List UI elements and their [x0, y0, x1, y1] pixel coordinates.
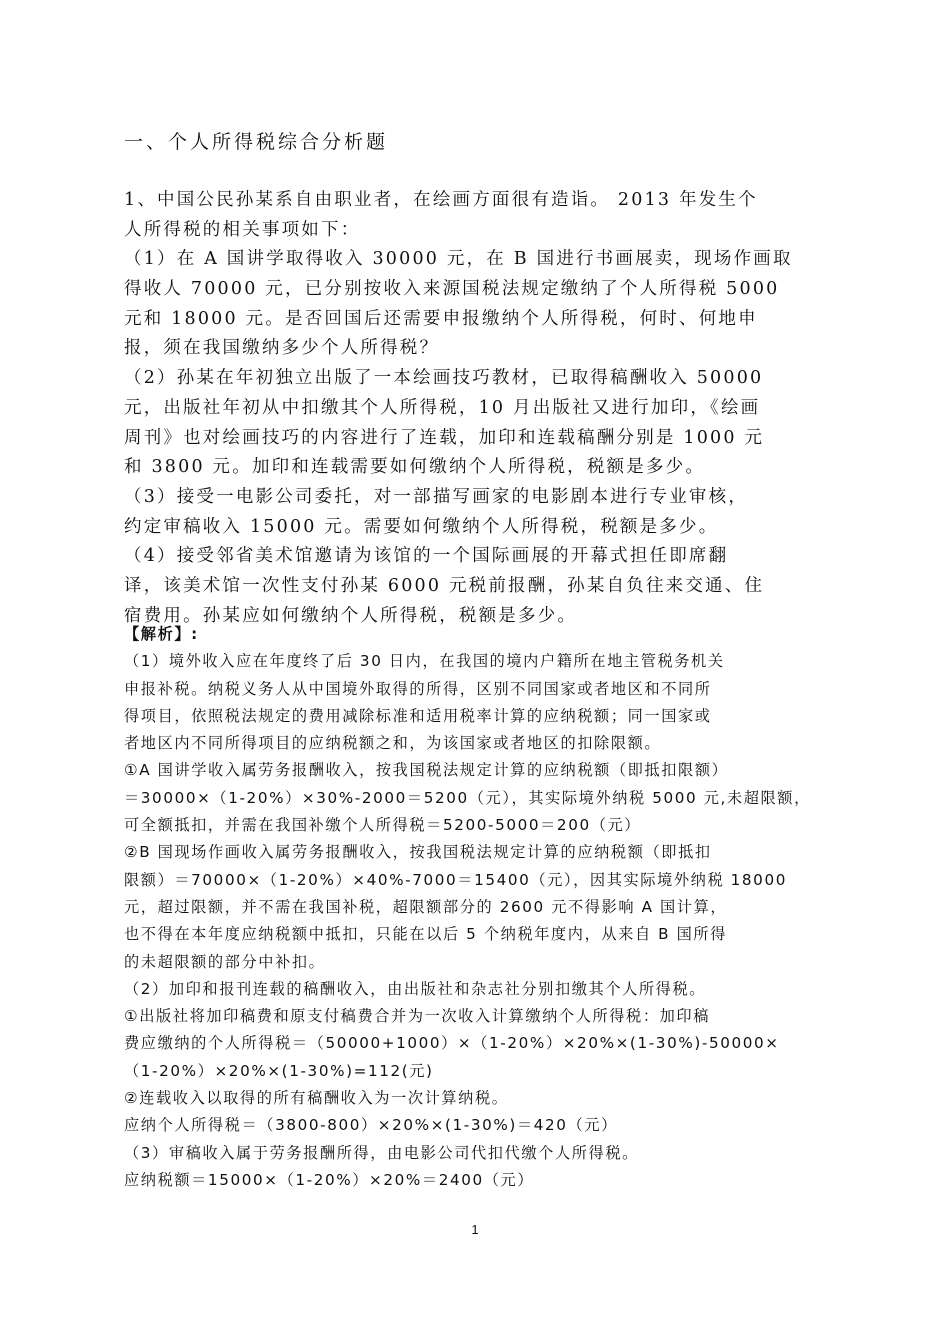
analysis-block [124, 621, 836, 1194]
question-line: 译，该美术馆一次性支付孙某 6000 元税前报酬，孙某自负往来交通、住 [124, 575, 765, 596]
question-line: （2）孙某在年初独立出版了一本绘画技巧教材，已取得稿酬收入 50000 [124, 368, 764, 389]
question-line: 元，出版社年初从中扣缴其个人所得税，10 月出版社又进行加印，《绘画 [124, 397, 761, 418]
question-line: 报，须在我国缴纳多少个人所得税？ [124, 338, 440, 359]
question-line: 和 3800 元。加印和连载需要如何缴纳个人所得税，税额是多少。 [124, 457, 706, 478]
section-title: 一、个人所得税综合分析题 [124, 131, 389, 153]
analysis-label: 【解析】: [124, 625, 199, 643]
question-line: 1、中国公民孙某系自由职业者，在绘画方面很有造诣。 2013 年发生个 [124, 190, 758, 210]
analysis-line: ②B 国现场作画收入属劳务报酬收入，按我国税法规定计算的应纳税额（即抵扣 [124, 843, 712, 862]
question-block [124, 186, 836, 631]
analysis-line: 费应缴纳的个人所得税＝（50000+1000）×（1-20%）×20%×(1-30%)-50000× [124, 1034, 780, 1053]
analysis-line: 限额）＝70000×（1-20%）×40%-7000＝15400（元），因其实际境外纳税 18000 [124, 870, 787, 889]
analysis-line: ①出版社将加印稿费和原支付稿费合并为一次收入计算缴纳个人所得税：加印稿 [124, 1007, 710, 1026]
analysis-line: ①A 国讲学收入属劳务报酬收入，按我国税法规定计算的应纳税额（即抵扣限额） [124, 761, 729, 780]
question-line: 宿费用。孙某应如何缴纳个人所得税，税额是多少。 [124, 605, 578, 626]
analysis-line: 应纳个人所得税＝（3800-800）×20%×(1-30%)＝420（元） [124, 1116, 618, 1135]
question-line: （1）在 A 国讲学取得收入 30000 元，在 B 国进行书画展卖，现场作画取 [124, 249, 793, 270]
analysis-line: 得项目，依照税法规定的费用减除标准和适用税率计算的应纳税额；同一国家或 [124, 706, 712, 725]
analysis-line: 者地区内不同所得项目的应纳税额之和，为该国家或者地区的扣除限额。 [124, 734, 662, 753]
question-line: （3）接受一电影公司委托，对一部描写画家的电影剧本进行专业审核， [124, 486, 749, 507]
question-line: 人所得税的相关事项如下： [124, 219, 361, 240]
analysis-line: （1-20%）×20%×(1-30%)=112(元) [124, 1061, 434, 1080]
page-number: 1 [471, 1222, 479, 1237]
question-line: 元和 18000 元。是否回国后还需要申报缴纳个人所得税，何时、何地申 [124, 308, 758, 329]
analysis-line: 也不得在本年度应纳税额中抵扣，只能在以后 5 个纳税年度内，从来自 B 国所得 [124, 925, 727, 944]
analysis-line: 申报补税。纳税义务人从中国境外取得的所得，区别不同国家或者地区和不同所 [124, 679, 712, 698]
analysis-line: 元，超过限额，并不需在我国补税，超限额部分的 2600 元不得影响 A 国计算， [124, 897, 728, 916]
analysis-line: （1）境外收入应在年度终了后 30 日内，在我国的境内户籍所在地主管税务机关 [124, 652, 725, 671]
analysis-line: 的未超限额的部分中补扣。 [124, 952, 326, 971]
analysis-line: （3）审稿收入属于劳务报酬所得，由电影公司代扣代缴个人所得税。 [124, 1143, 639, 1162]
analysis-line: ②连载收入以取得的所有稿酬收入为一次计算纳税。 [124, 1089, 509, 1108]
question-line: 得收人 70000 元，已分别按收入来源国税法规定缴纳了个人所得税 5000 [124, 279, 780, 300]
analysis-line: （2）加印和报刊连载的稿酬收入，由出版社和杂志社分别扣缴其个人所得税。 [124, 979, 707, 998]
analysis-line: ＝30000×（1-20%）×30%-2000＝5200（元），其实际境外纳税 5000 元,未超限额， [124, 788, 811, 807]
analysis-line: 应纳税额＝15000×（1-20%）×20%＝2400（元） [124, 1170, 535, 1189]
analysis-line: 可全额抵扣，并需在我国补缴个人所得税＝5200-5000＝200（元） [124, 816, 642, 835]
question-line: （4）接受邻省美术馆邀请为该馆的一个国际画展的开幕式担任即席翻 [124, 546, 729, 567]
question-line: 约定审稿收入 15000 元。需要如何缴纳个人所得税，税额是多少。 [124, 516, 719, 537]
question-line: 周刊》也对绘画技巧的内容进行了连载，加印和连载稿酬分别是 1000 元 [124, 427, 765, 448]
